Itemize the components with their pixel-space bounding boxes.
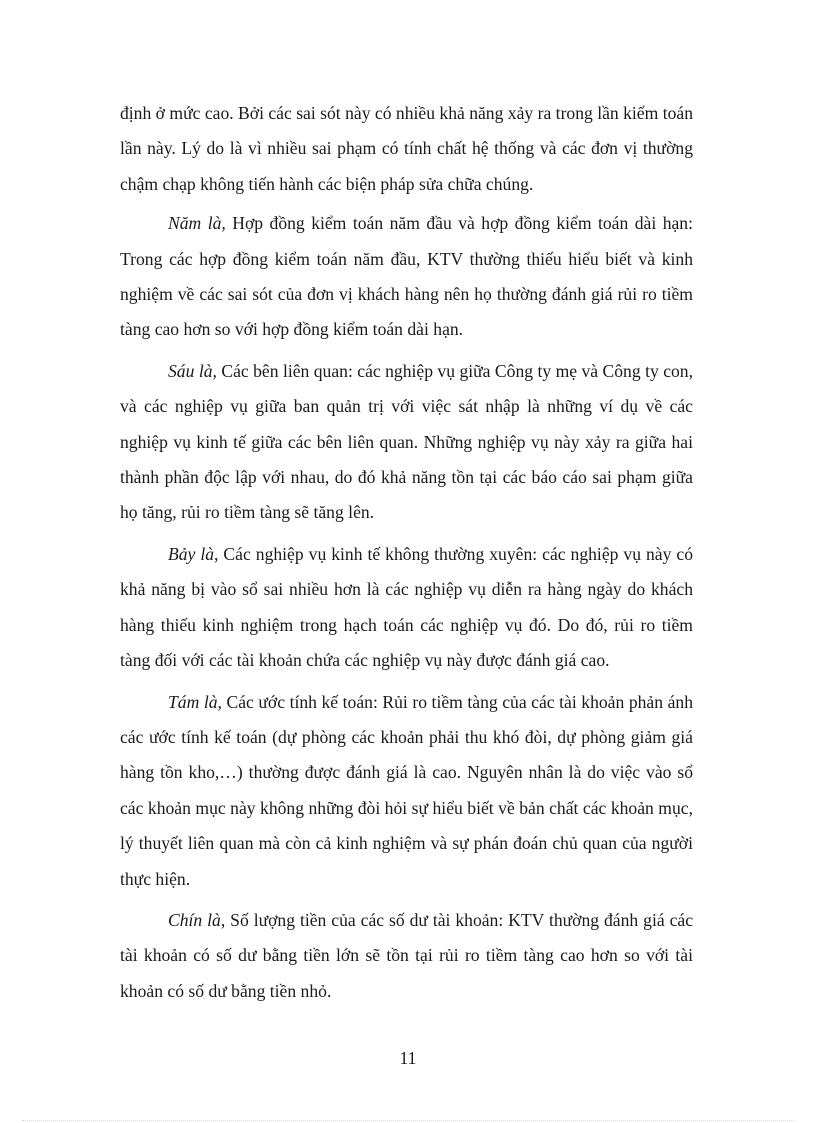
paragraph-lead: Năm là, <box>168 213 226 234</box>
paragraph-sau-la <box>120 354 693 531</box>
paragraph-lead: Bảy là, <box>168 543 219 564</box>
paragraph-text: định ở mức cao. Bởi các sai sót này có nhiều khả năng xảy ra trong lần kiểm toán lần này. Lý do là vì nhiều sai phạm có tính chất hệ thống và các đơn vị thường chậm chạp không tiến hành các biện pháp sửa chữa chúng. <box>120 103 693 194</box>
paragraph-text: Các ước tính kế toán: Rủi ro tiềm tàng của các tài khoản phản ánh các ước tính kế toán (dự phòng các khoản phải thu khó đòi, dự phòng giảm giá hàng tồn kho,…) thường được đánh giá là cao. Nguyên nhân là do việc vào sổ các khoản mục này không những đòi hỏi sự hiểu biết về bản chất các khoản mục, lý thuyết liên quan mà còn cả kinh nghiệm và sự phán đoán chủ quan của người thực hiện. <box>120 691 693 889</box>
paragraph-text: Hợp đồng kiểm toán năm đầu và hợp đồng kiểm toán dài hạn: Trong các hợp đồng kiểm toán năm đầu, KTV thường thiếu hiểu biết và kinh nghiệm về các sai sót của đơn vị khách hàng nên họ thường đánh giá rủi ro tiềm tàng cao hơn so với hợp đồng kiểm toán dài hạn. <box>120 213 693 340</box>
paragraph-text: Các bên liên quan: các nghiệp vụ giữa Công ty mẹ và Công ty con, và các nghiệp vụ giữa ban quản trị với việc sát nhập là những ví dụ về các nghiệp vụ kinh tế giữa các bên liên quan. Những nghiệp vụ này xảy ra giữa hai thành phần độc lập với nhau, do đó khả năng tồn tại các báo cáo sai phạm giữa họ tăng, rủi ro tiềm tàng sẽ tăng lên. <box>120 360 693 523</box>
body-text <box>120 96 693 1015</box>
paragraph-text: Các nghiệp vụ kinh tế không thường xuyên: các nghiệp vụ này có khả năng bị vào sổ sai nhiều hơn là các nghiệp vụ diễn ra hàng ngày do khách hàng thiếu kinh nghiệm trong hạch toán các nghiệp vụ đó. Do đó, rủi ro tiềm tàng đối với các tài khoản chứa các nghiệp vụ này được đánh giá cao. <box>120 543 693 671</box>
paragraph-nam-la <box>120 206 693 348</box>
page-number: 11 <box>399 1048 417 1068</box>
paragraph-lead: Sáu là, <box>168 360 217 381</box>
paragraph-tam-la <box>120 685 693 897</box>
paragraph-text: Số lượng tiền của các số dư tài khoản: KTV thường đánh giá các tài khoản có số dư bằng tiền lớn sẽ tồn tại rủi ro tiềm tàng cao hơn so với tài khoản có số dư bằng tiền nhỏ. <box>120 909 694 1001</box>
footer-divider <box>22 1120 794 1121</box>
paragraph-lead: Tám là, <box>168 691 222 712</box>
paragraph-chin-la <box>120 903 693 1009</box>
paragraph-bay-la <box>120 537 693 679</box>
paragraph-continuation <box>120 96 693 202</box>
paragraph-lead: Chín là, <box>168 909 226 930</box>
